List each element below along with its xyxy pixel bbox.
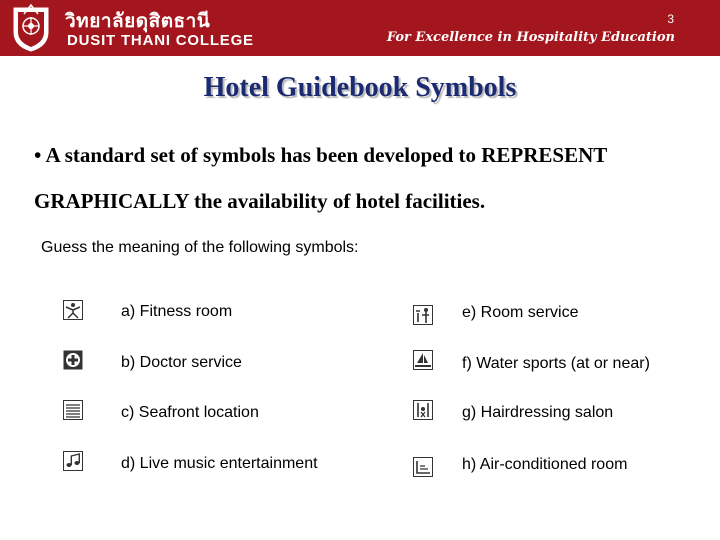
water-sports-icon	[413, 350, 433, 370]
doctor-icon	[63, 350, 83, 370]
header-bar	[0, 0, 720, 56]
item-label-b: b) Doctor service	[121, 354, 242, 371]
tagline: For Excellence in Hospitality Education	[386, 30, 675, 45]
question-prompt: Guess the meaning of the following symbols:	[41, 239, 359, 256]
item-label-d: d) Live music entertainment	[121, 455, 318, 472]
seafront-icon	[63, 400, 83, 420]
page-number: 3	[667, 12, 674, 26]
item-label-e: e) Room service	[462, 304, 579, 321]
thai-college-name: วิทยาลัยดุสิตธานี	[65, 10, 211, 32]
room-service-icon	[413, 305, 433, 325]
item-label-g: g) Hairdressing salon	[462, 404, 614, 421]
music-icon	[63, 451, 83, 471]
air-conditioned-icon	[413, 457, 433, 477]
bullet-marker: •	[34, 143, 42, 167]
college-crest-icon	[10, 2, 52, 52]
page-title: Hotel Guidebook Symbols	[203, 72, 517, 103]
college-name: DUSIT THANI COLLEGE	[67, 32, 254, 49]
fitness-icon	[63, 300, 83, 320]
item-label-a: a) Fitness room	[121, 303, 233, 320]
item-label-c: c) Seafront location	[121, 404, 259, 421]
bullet-paragraph	[34, 132, 704, 224]
hairdressing-icon	[413, 400, 433, 420]
item-label-h: h) Air-conditioned room	[462, 456, 628, 473]
bullet-text: A standard set of symbols has been developed to REPRESENT GRAPHICALLY the availability of hotel facilities.	[34, 143, 607, 213]
item-label-f: f) Water sports (at or near)	[462, 355, 650, 372]
